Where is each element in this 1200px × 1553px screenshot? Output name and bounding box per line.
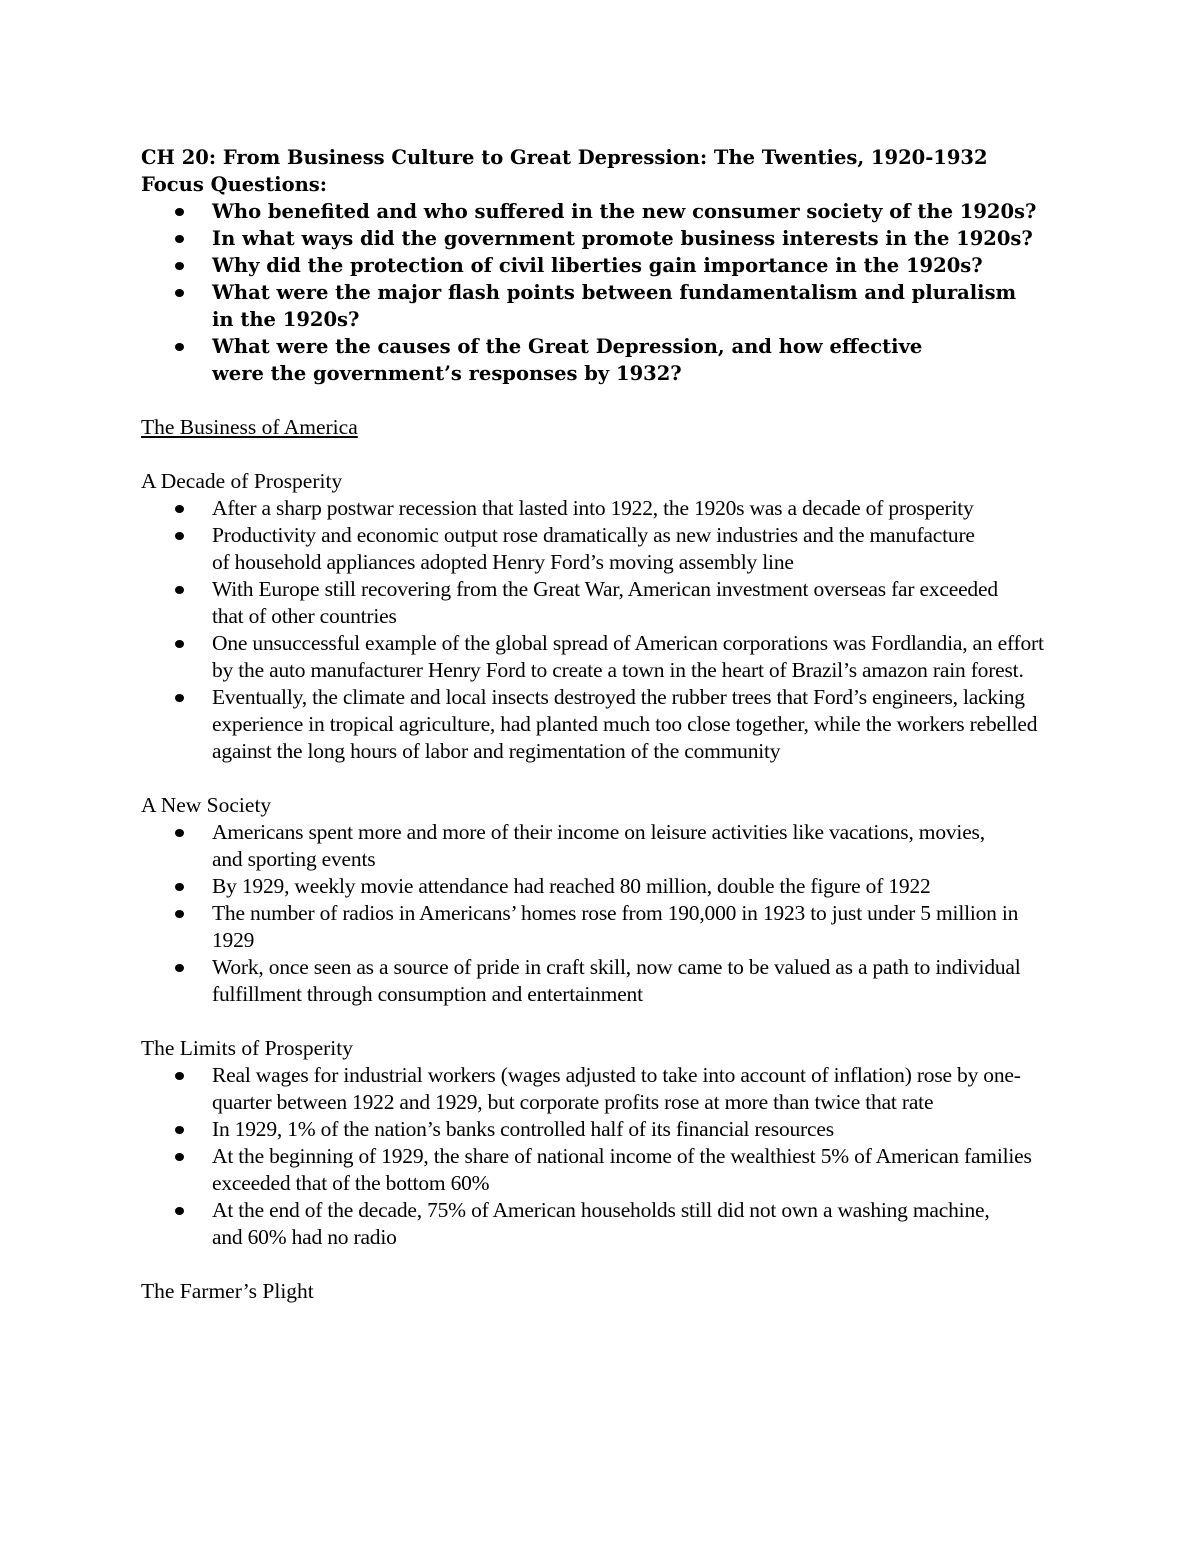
list-item: Americans spent more and more of their income on leisure activities like vacations, movies, and sporting events bbox=[141, 819, 1066, 873]
bullet-icon bbox=[175, 505, 184, 513]
subsection-title-farmers-plight: The Farmer’s Plight bbox=[141, 1279, 314, 1303]
prosperity-list bbox=[141, 495, 1066, 765]
focus-questions-label: Focus Questions: bbox=[141, 173, 327, 196]
subsection-title-new-society: A New Society bbox=[141, 793, 272, 817]
list-item: Who benefited and who suffered in the new consumer society of the 1920s? bbox=[141, 198, 1066, 225]
list-item: By 1929, weekly movie attendance had reached 80 million, double the figure of 1922 bbox=[141, 873, 1066, 900]
focus-questions-list bbox=[141, 198, 1066, 387]
bullet-icon bbox=[175, 1072, 184, 1080]
bullet-icon bbox=[175, 289, 184, 297]
bullet-icon bbox=[175, 586, 184, 594]
list-item: The number of radios in Americans’ homes rose from 190,000 in 1923 to just under 5 million in 1929 bbox=[141, 900, 1066, 954]
limits-list bbox=[141, 1062, 1066, 1251]
list-item: Work, once seen as a source of pride in craft skill, now came to be valued as a path to individual fulfillment through consumption and entertainment bbox=[141, 954, 1066, 1008]
list-item: At the beginning of 1929, the share of national income of the wealthiest 5% of American families exceeded that of the bottom 60% bbox=[141, 1143, 1066, 1197]
subsection-title-prosperity: A Decade of Prosperity bbox=[141, 469, 343, 493]
list-item: In what ways did the government promote business interests in the 1920s? bbox=[141, 225, 1066, 252]
bullet-icon bbox=[175, 1126, 184, 1134]
bullet-icon bbox=[175, 262, 184, 270]
list-item: With Europe still recovering from the Great War, American investment overseas far exceeded that of other countries bbox=[141, 576, 1066, 630]
list-item: Productivity and economic output rose dramatically as new industries and the manufacture of household appliances adopted Henry Ford’s moving assembly line bbox=[141, 522, 1066, 576]
bullet-icon bbox=[175, 829, 184, 837]
list-item: After a sharp postwar recession that lasted into 1922, the 1920s was a decade of prosperity bbox=[141, 495, 1066, 522]
bullet-icon bbox=[175, 208, 184, 216]
list-item: In 1929, 1% of the nation’s banks controlled half of its financial resources bbox=[141, 1116, 1066, 1143]
list-item: What were the causes of the Great Depression, and how effective were the government’s responses by 1932? bbox=[141, 333, 1066, 387]
list-item: What were the major flash points between fundamentalism and pluralism in the 1920s? bbox=[141, 279, 1066, 333]
section-title: The Business of America bbox=[141, 415, 358, 439]
chapter-title: CH 20: From Business Culture to Great Depression: The Twenties, 1920-1932 bbox=[141, 146, 988, 169]
bullet-icon bbox=[175, 910, 184, 918]
bullet-icon bbox=[175, 883, 184, 891]
bullet-icon bbox=[175, 1207, 184, 1215]
bullet-icon bbox=[175, 235, 184, 243]
bullet-icon bbox=[175, 694, 184, 702]
list-item: One unsuccessful example of the global spread of American corporations was Fordlandia, an effort by the auto manufacturer Henry Ford to create a town in the heart of Brazil’s amazon rain forest. bbox=[141, 630, 1066, 684]
bullet-icon bbox=[175, 343, 184, 351]
bullet-icon bbox=[175, 964, 184, 972]
bullet-icon bbox=[175, 532, 184, 540]
list-item: Why did the protection of civil liberties gain importance in the 1920s? bbox=[141, 252, 1066, 279]
list-item: Real wages for industrial workers (wages adjusted to take into account of inflation) rose by one-quarter between 1922 and 1929, but corporate profits rose at more than twice that rate bbox=[141, 1062, 1066, 1116]
document-page bbox=[141, 144, 1066, 1305]
list-item: Eventually, the climate and local insects destroyed the rubber trees that Ford’s engineers, lacking experience in tropical agriculture, had planted much too close together, while the workers rebelled against the long hours of labor and regimentation of the community bbox=[141, 684, 1066, 765]
bullet-icon bbox=[175, 640, 184, 648]
bullet-icon bbox=[175, 1153, 184, 1161]
new-society-list bbox=[141, 819, 1066, 1008]
list-item: At the end of the decade, 75% of American households still did not own a washing machine, and 60% had no radio bbox=[141, 1197, 1066, 1251]
subsection-title-limits: The Limits of Prosperity bbox=[141, 1036, 353, 1060]
